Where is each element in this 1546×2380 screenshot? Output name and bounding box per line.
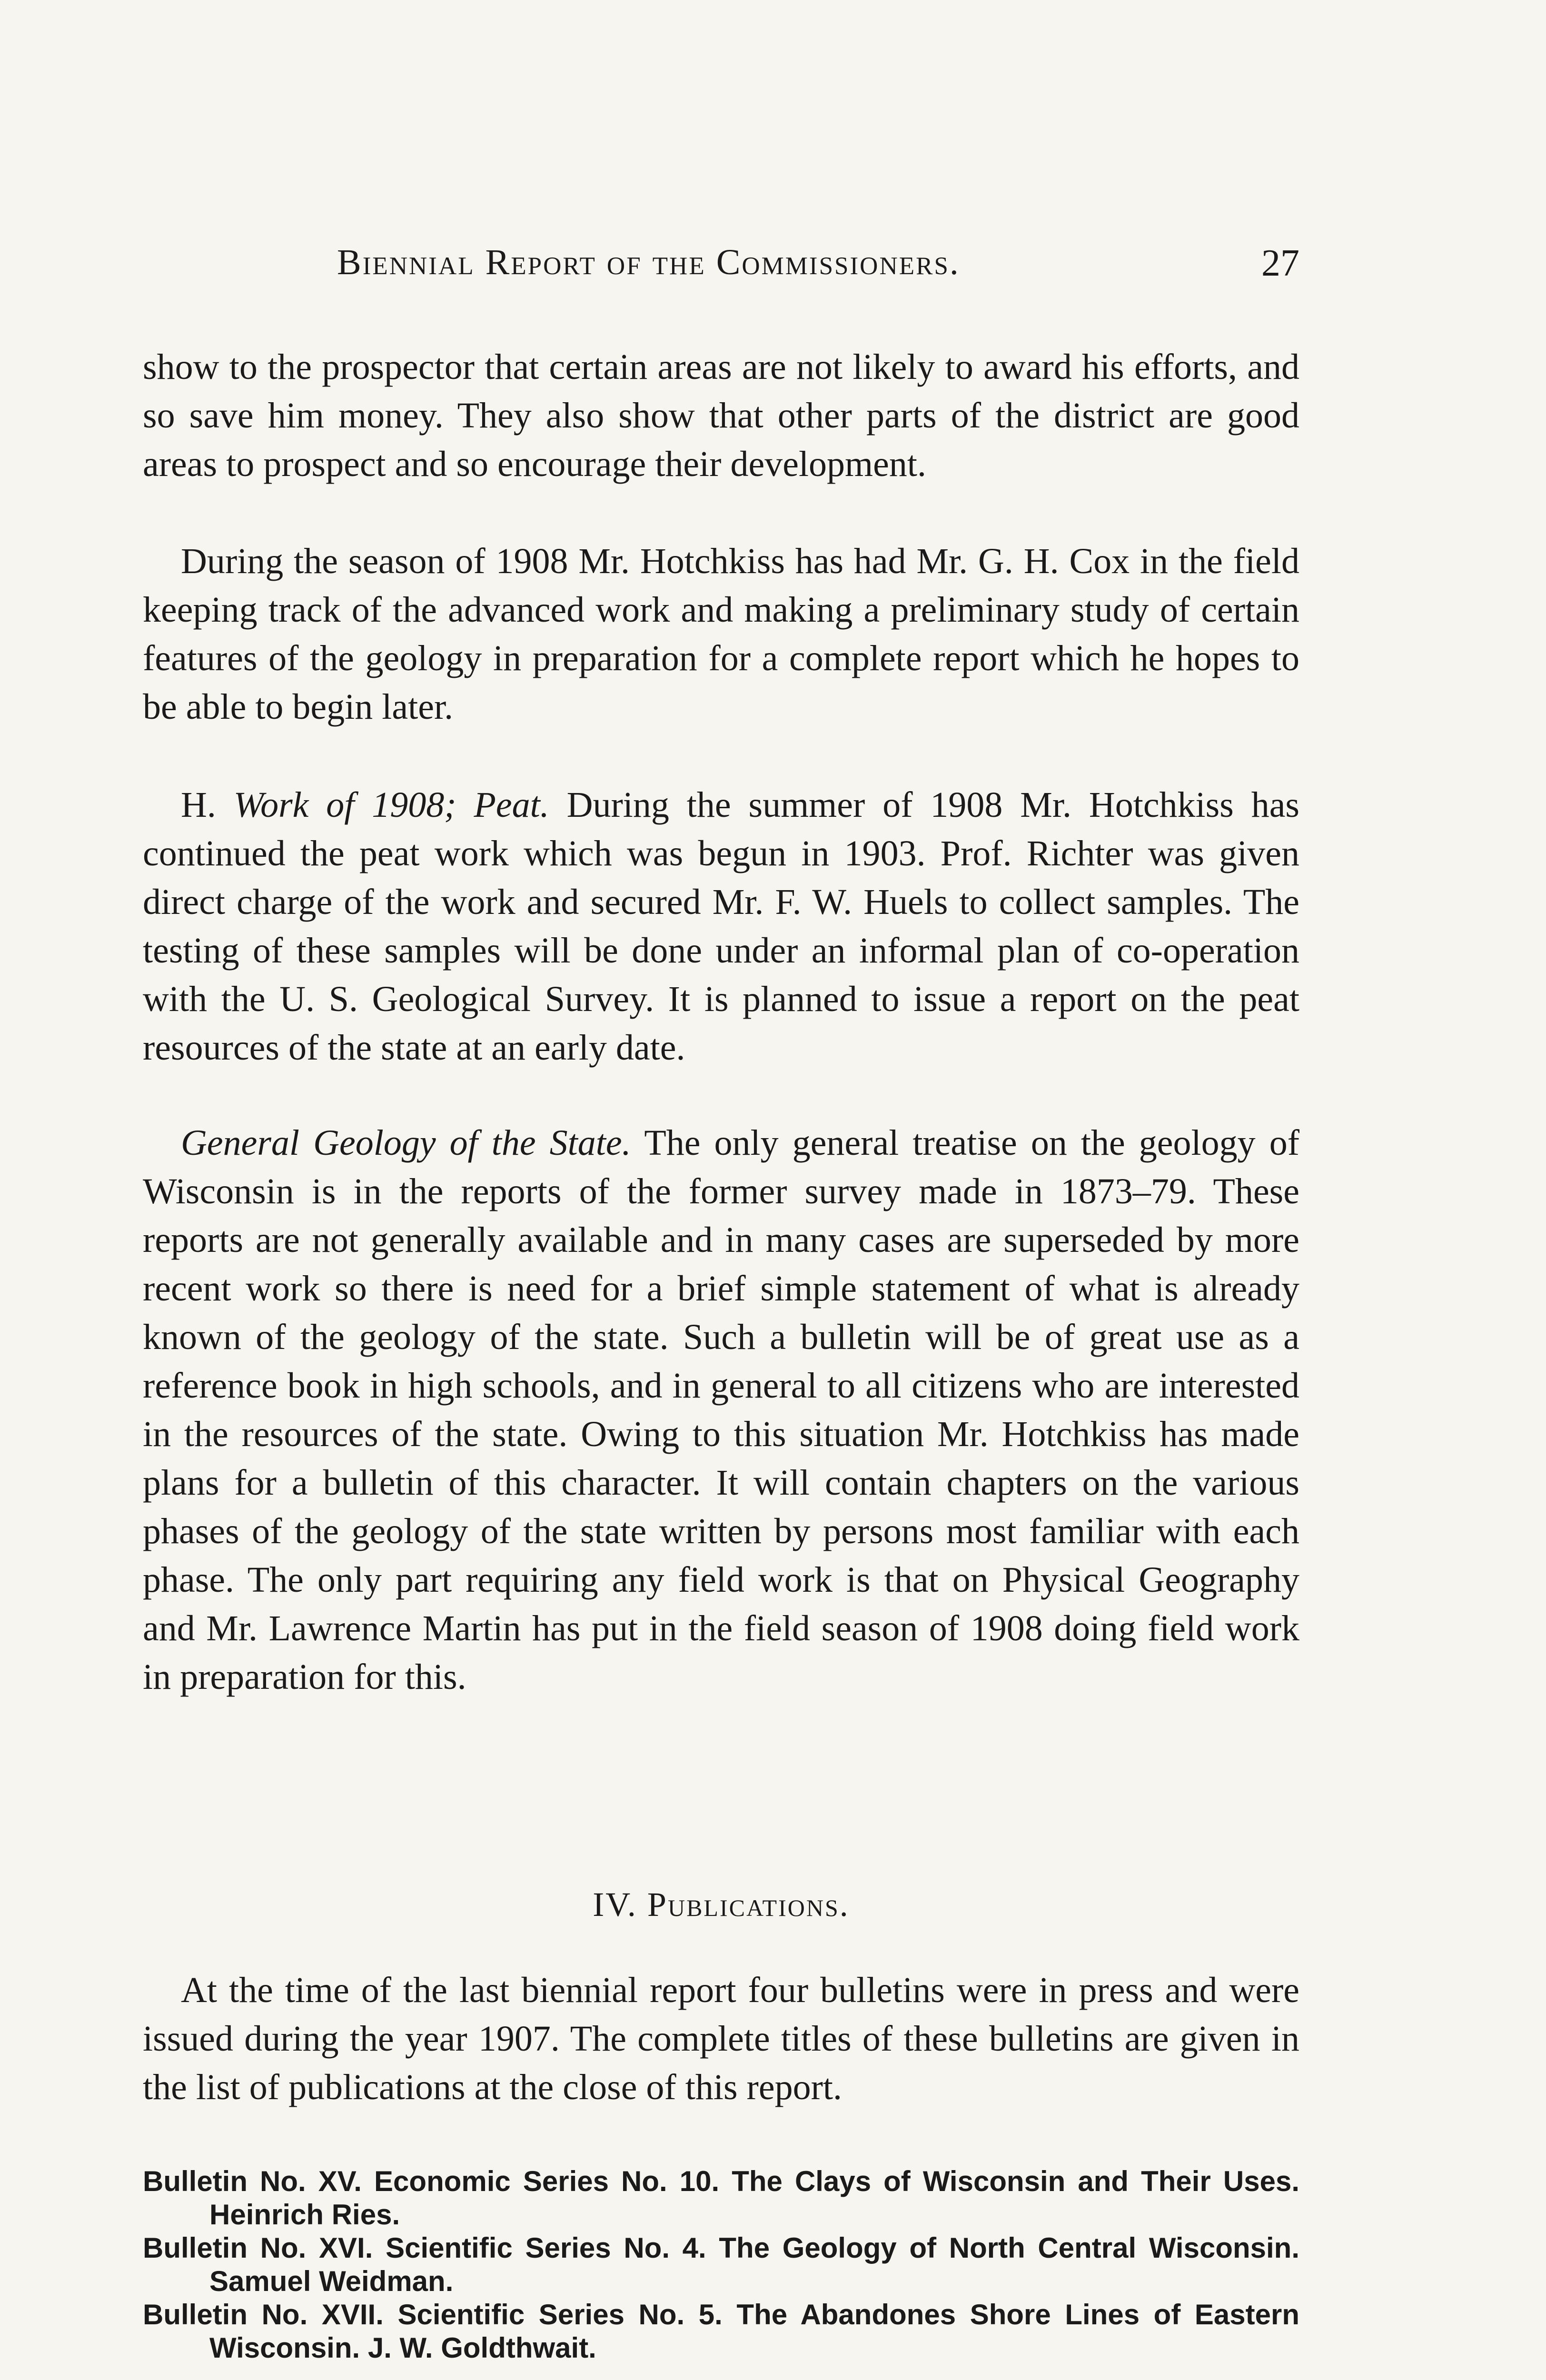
paragraph-general-geology bbox=[143, 1119, 1299, 1701]
bulletin-entry: Bulletin No. XVII. Scientific Series No. 5. The Abandones Shore Lines of Eastern Wisconsin. J. W. Goldthwait. bbox=[143, 2299, 1299, 2364]
bulletin-list bbox=[143, 2165, 1299, 2365]
running-title: Biennial Report of the Commissioners. bbox=[337, 242, 960, 282]
paragraph-peat-work bbox=[143, 781, 1299, 1072]
book-page bbox=[143, 0, 1299, 2380]
paragraph-italic-title: Work of 1908; Peat. bbox=[233, 785, 549, 825]
section-heading-publications: IV. Publications. bbox=[593, 1885, 850, 1924]
paragraph-continuation: show to the prospector that certain areas are not likely to award his efforts, and so save him money. They also show that other parts of the district are good areas to prospect and so encourage their development. bbox=[143, 347, 1299, 484]
running-head bbox=[143, 242, 1299, 294]
paragraph-publications: At the time of the last biennial report four bulletins were in press and were issued during the year 1907. The complete titles of these bulletins are given in the list of publications at the close of this report. bbox=[143, 1970, 1299, 2107]
paragraph-cox-fieldwork: During the season of 1908 Mr. Hotchkiss has had Mr. G. H. Cox in the field keeping track of the advanced work and making a preliminary study of certain features of the geology in preparation for a complete report which he hopes to be able to begin later. bbox=[143, 541, 1299, 727]
paragraph-lead: H. bbox=[181, 785, 234, 825]
paragraph-text: During the summer of 1908 Mr. Hotchkiss has continued the peat work which was begun in 1903. Prof. Richter was given direct charge of the work and secured Mr. F. W. Huels to collect samples. The testing of these samples will be done under an informal plan of co-operation with the U. S. Geological Survey. It is planned to issue a report on the peat resources of the state at an early date. bbox=[143, 785, 1299, 1068]
paragraph-italic-title: General Geology of the State. bbox=[181, 1123, 631, 1163]
page-number: 27 bbox=[1261, 242, 1299, 284]
bulletin-entry: Bulletin No. XVI. Scientific Series No. 4. The Geology of North Central Wisconsin. Samuel Weidman. bbox=[143, 2232, 1299, 2297]
paragraph-text: The only general treatise on the geology of Wisconsin is in the reports of the former survey made in 1873–79. These reports are not generally available and in many cases are superseded by more recent work so there is need for a brief simple statement of what is already known of the geology of the state. Such a bulletin will be of great use as a reference book in high schools, and in general to all citizens who are interested in the resources of the state. Owing to this situation Mr. Hotchkiss has made plans for a bulletin of this character. It will contain chapters on the various phases of the geology of the state written by persons most familiar with each phase. The only part requiring any field work is that on Physical Geography and Mr. Lawrence Martin has put in the field season of 1908 doing field work in preparation for this. bbox=[143, 1123, 1299, 1697]
bulletin-entry: Bulletin No. XV. Economic Series No. 10. The Clays of Wisconsin and Their Uses. Heinrich Ries. bbox=[143, 2165, 1299, 2231]
